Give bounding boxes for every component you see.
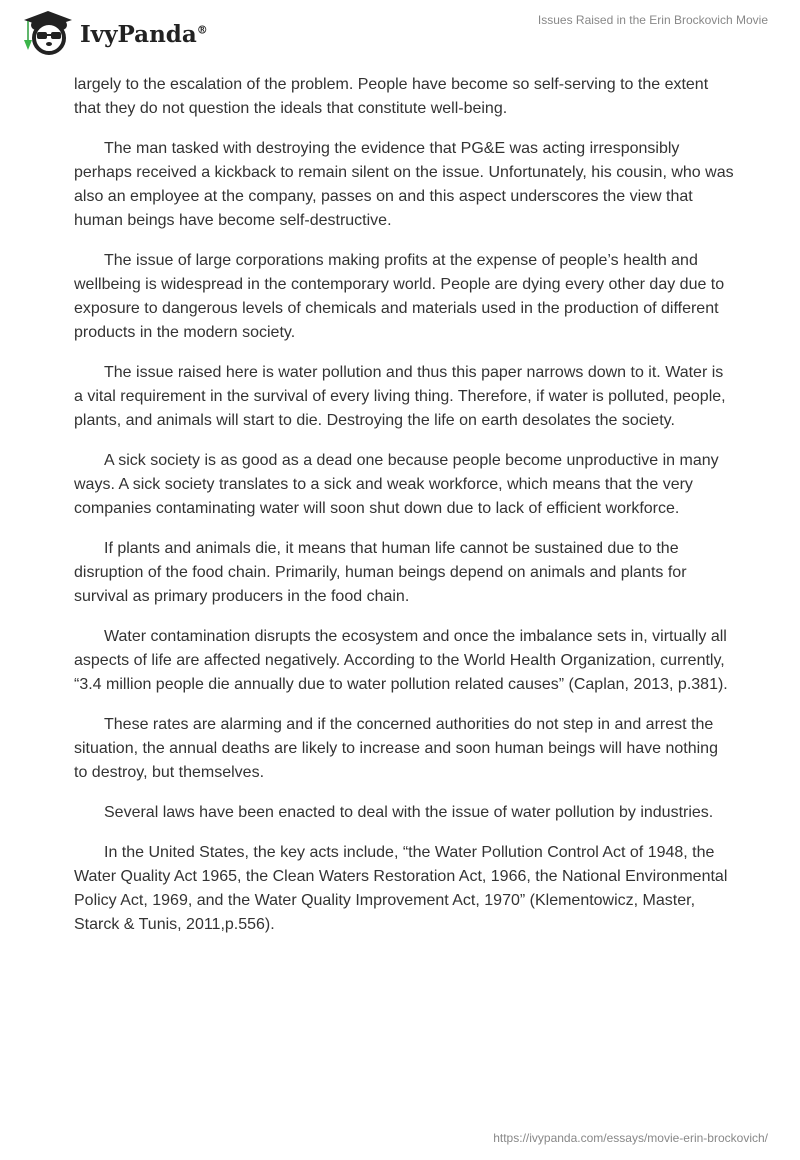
- panda-graduate-icon: [18, 8, 74, 56]
- brand-name: [80, 21, 208, 48]
- source-url[interactable]: https://ivypanda.com/essays/movie-erin-brockovich/: [493, 1131, 768, 1145]
- ivypanda-logo[interactable]: [18, 8, 208, 56]
- paragraph: These rates are alarming and if the concerned authorities do not step in and arrest the situation, the annual deaths are likely to increase and soon human beings will have nothing to destroy, but themselves.: [74, 716, 718, 781]
- paragraph: largely to the escalation of the problem. People have become so self-serving to the extent that they do not question the ideals that constitute well-being.: [74, 76, 709, 117]
- paragraph: Several laws have been enacted to deal with the issue of water pollution by industries.: [104, 804, 714, 821]
- paragraph: The issue raised here is water pollution and thus this paper narrows down to it. Water is a vital requirement in the survival of every living thing. Therefore, if water is polluted, people, plants, and animals will start to die. Destroying the life on earth desolates the society.: [74, 364, 726, 429]
- paragraph: A sick society is as good as a dead one because people become unproductive in many ways. A sick society translates to a sick and weak workforce, which means that the very companies contaminating water will soon shut down due to lack of efficient workforce.: [74, 452, 719, 517]
- document-title: Issues Raised in the Erin Brockovich Movie: [537, 13, 768, 27]
- brand-text: IvyPanda: [80, 20, 197, 48]
- paragraph: If plants and animals die, it means that human life cannot be sustained due to the disruption of the food chain. Primarily, human beings depend on animals and plants for survival as primary producers in the food chain.: [74, 540, 687, 605]
- page-header: [0, 0, 800, 60]
- paragraph: The issue of large corporations making profits at the expense of people’s health and wellbeing is widespread in the contemporary world. People are dying every other day due to exposure to dangerous levels of chemicals and materials used in the production of different products in the modern society.: [74, 252, 725, 341]
- paragraph: Water contamination disrupts the ecosystem and once the imbalance sets in, virtually all aspects of life are affected negatively. According to the World Health Organization, currently, “3.4 million people die annually due to water pollution related causes” (Caplan, 2013, p.381).: [74, 628, 728, 693]
- paragraph: In the United States, the key acts include, “the Water Pollution Control Act of 1948, the Water Quality Act 1965, the Clean Waters Restoration Act, 1966, the National Environmental Policy Act, 1969, and the Water Quality Improvement Act, 1970” (Klementowicz, Master, Starck & Tunis, 2011,p.556).: [74, 844, 728, 933]
- registered-mark: ®: [196, 22, 208, 36]
- essay-body: [74, 73, 734, 953]
- paragraph: The man tasked with destroying the evidence that PG&E was acting irresponsibly perhaps received a kickback to remain silent on the issue. Unfortunately, his cousin, who was also an employee at the company, passes on and this aspect underscores the view that human beings have become self-destructive.: [74, 140, 734, 229]
